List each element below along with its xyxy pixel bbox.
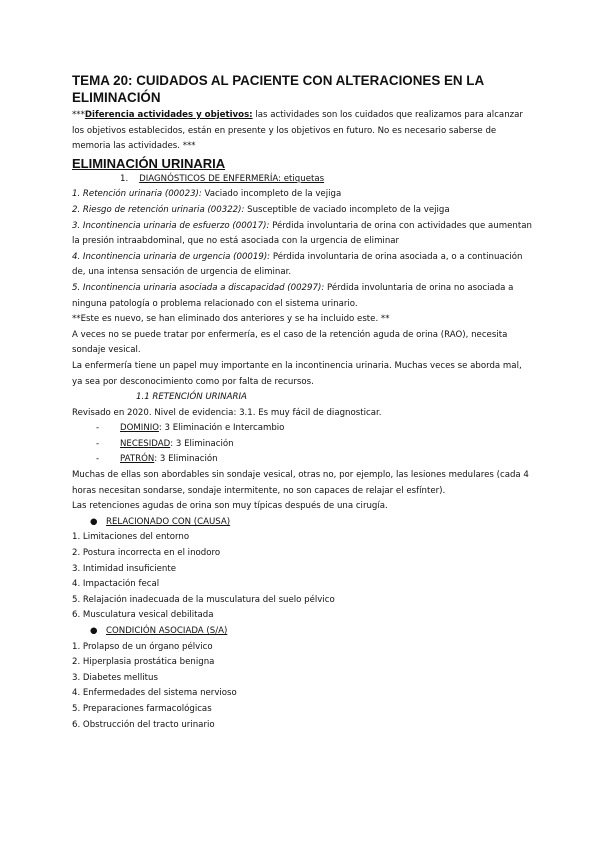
list-item: 1. Limitaciones del entorno — [72, 532, 190, 543]
diagnosis-heading — [72, 172, 532, 188]
list-item: 3. Intimidad insuficiente — [72, 563, 177, 574]
note-new: **Este es nuevo, se han eliminado dos anteriores y se ha incluido este. ** — [72, 314, 390, 325]
list-item: 2. Postura incorrecta en el inodoro — [72, 548, 221, 559]
list-item — [72, 437, 532, 453]
bullet-heading-text: RELACIONADO CON (CAUSA) — [106, 516, 231, 527]
paragraph-incontinence: La enfermería tiene un papel muy importante en la incontinencia urinaria. Muchas veces se aborda mal, ya sea por desconocimiento como por falta de recursos. — [72, 360, 522, 387]
diagnosis-label: 5. Incontinencia urinaria asociada a discapacidad (00297): — [72, 282, 325, 293]
diagnosis-item — [72, 187, 532, 203]
item-text: : 3 Eliminación — [170, 438, 234, 449]
list-item — [72, 421, 532, 437]
document-page — [72, 72, 532, 733]
conditions-list — [72, 640, 532, 734]
list-item: 5. Preparaciones farmacológicas — [72, 703, 212, 714]
diagnoses-list — [72, 187, 532, 312]
diagnosis-item — [72, 219, 532, 250]
diagnosis-label: 3. Incontinencia urinaria de esfuerzo (00017): — [72, 220, 270, 231]
list-item: 6. Obstrucción del tracto urinario — [72, 719, 215, 730]
dash-marker: - — [96, 423, 100, 434]
bullet-heading-conditions — [72, 624, 532, 640]
list-item — [72, 452, 532, 468]
causes-list — [72, 530, 532, 624]
dash-marker: - — [96, 454, 100, 465]
list-item: 4. Enfermedades del sistema nervioso — [72, 688, 237, 699]
page-title: TEMA 20: CUIDADOS AL PACIENTE CON ALTERACIONES EN LA ELIMINACIÓN — [72, 73, 484, 105]
diagnosis-text: Pérdida involuntaria de orina con actividades que aumentan la presión intraabdominal, que no está asociada con la urgencia de eliminar — [72, 220, 532, 247]
section-title: ELIMINACIÓN URINARIA — [72, 155, 226, 171]
diagnosis-item — [72, 203, 532, 219]
list-item: 6. Musculatura vesical debilitada — [72, 610, 214, 621]
dash-marker: - — [96, 438, 100, 449]
intro-text: las actividades son los cuidados que realizamos para alcanzar los objetivos establecidos, están en presente y los objetivos en futuro. No es necesario saberse de memoria las actividades. *** — [72, 110, 523, 152]
diagnosis-number: 1. — [120, 173, 129, 184]
subsection-title: 1.1 RETENCIÓN URINARIA — [136, 392, 247, 403]
classification-list — [72, 421, 532, 468]
diagnosis-item — [72, 281, 532, 312]
item-text: : 3 Eliminación e Intercambio — [158, 423, 285, 434]
list-item: 5. Relajación inadecuada de la musculatura del suelo pélvico — [72, 594, 335, 605]
diagnosis-heading-text: DIAGNÓSTICOS DE ENFERMERÍA: — [139, 173, 282, 184]
item-label: DOMINIO — [120, 423, 159, 434]
bullet-icon: ● — [90, 516, 98, 527]
diagnosis-label: 4. Incontinencia urinaria de urgencia (00019): — [72, 251, 271, 262]
diagnosis-label: 1. Retención urinaria (00023): — [72, 189, 202, 200]
bullet-heading-causes — [72, 515, 532, 531]
diagnosis-item — [72, 250, 532, 281]
diagnosis-text: Susceptible de vaciado incompleto de la vejiga — [244, 204, 450, 215]
diagnosis-tag: etiquetas — [281, 173, 325, 184]
diagnosis-text: Vaciado incompleto de la vejiga — [201, 189, 342, 200]
diagnosis-text: Pérdida involuntaria de orina no asociada a ninguna patología o problema relacionado con el sistema urinario. — [72, 282, 514, 309]
diagnosis-text: Pérdida involuntaria de orina asociada a, o a continuación de, una intensa sensación de urgencia de eliminar. — [72, 251, 523, 278]
list-item: 1. Prolapso de un órgano pélvico — [72, 641, 213, 652]
list-item: 4. Impactación fecal — [72, 579, 160, 590]
intro-highlight: Diferencia actividades y objetivos: — [84, 110, 253, 120]
revised-note: Revisado en 2020. Nivel de evidencia: 3.1. Es muy fácil de diagnosticar. — [72, 407, 382, 418]
paragraph-sondaje: Muchas de ellas son abordables sin sondaje vesical, otras no, por ejemplo, las lesiones medulares (cada 4 horas necesitan sondarse, sondaje intermitente, no son capaces de relajar el esfínter). — [72, 470, 529, 496]
list-item: 2. Hiperplasia prostática benigna — [72, 657, 215, 668]
paragraph-cirugia: Las retenciones agudas de orina son muy típicas después de una cirugía. — [72, 501, 388, 512]
item-label: PATRÓN — [120, 454, 155, 465]
paragraph-rao: A veces no se puede tratar por enfermería, es el caso de la retención aguda de orina (RAO), necesita sondaje vesical. — [72, 329, 508, 356]
item-text: : 3 Eliminación — [154, 454, 218, 465]
item-label: NECESIDAD — [120, 438, 171, 449]
diagnosis-label: 2. Riesgo de retención urinaria (00322): — [72, 204, 245, 215]
list-item: 3. Diabetes mellitus — [72, 672, 158, 683]
intro-prefix: *** — [72, 110, 85, 120]
intro-paragraph — [72, 108, 532, 155]
bullet-heading-text: CONDICIÓN ASOCIADA (S/A) — [106, 626, 228, 636]
bullet-icon: ● — [90, 626, 98, 636]
